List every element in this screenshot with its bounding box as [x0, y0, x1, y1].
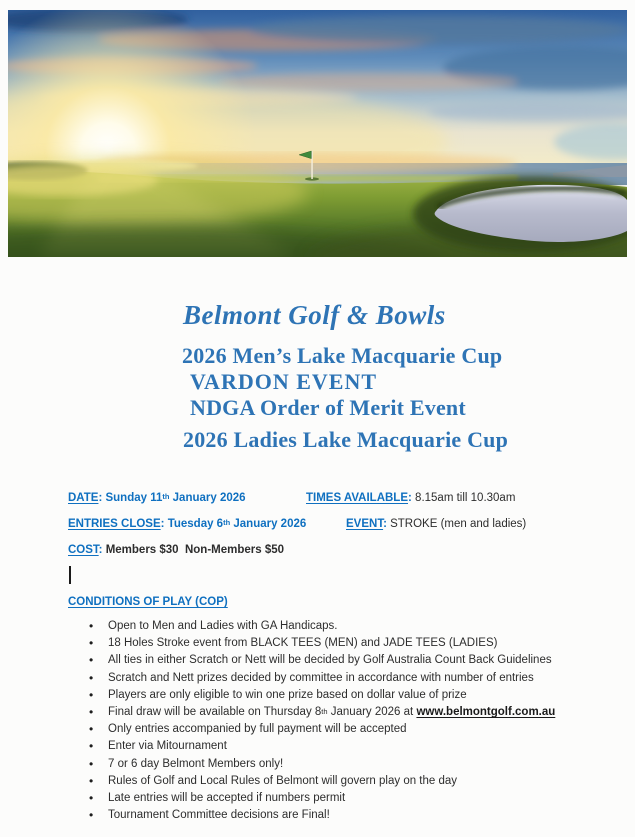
bullet-item: • Rules of Golf and Local Rules of Belmont will govern play on the day [89, 773, 624, 790]
conditions-of-play-heading: CONDITIONS OF PLAY (COP) [68, 596, 228, 608]
entries-close-value-rest: January 2026 [230, 518, 307, 530]
detail-row-cost [68, 543, 623, 558]
conditions-of-play-list [89, 618, 624, 824]
event-title-men-cup: 2026 Men’s Lake Macquarie Cup [182, 343, 503, 368]
cost-label: COST [68, 544, 99, 556]
entries-ordinal: th [223, 518, 231, 527]
bullet-item: • 18 Holes Stroke event from BLACK TEES (MEN) and JADE TEES (LADIES) [89, 635, 624, 652]
times-available-value: 8.15am till 10.30am [415, 492, 516, 504]
times-available-group [306, 491, 515, 505]
golf-course-illustration [8, 10, 627, 257]
times-separator: : [408, 492, 416, 504]
entries-close-value: Tuesday 6 [167, 518, 224, 530]
bullet-item: • Late entries will be accepted if numbers permit [89, 790, 624, 807]
entries-close-label: ENTRIES CLOSE [68, 518, 161, 530]
bullet-item: • Players are only eligible to win one prize based on dollar value of prize [89, 687, 624, 704]
bullet-item: • 7 or 6 day Belmont Members only! [89, 756, 624, 773]
final-draw-ordinal: th [321, 707, 328, 717]
times-available-label: TIMES AVAILABLE [306, 492, 409, 504]
bullet-item: • Enter via Mitournament [89, 738, 624, 755]
bullet-item-final-draw: • Final draw will be available on Thursday 8th January 2026 at www.belmontgolf.com.au [89, 704, 624, 721]
date-value: Sunday 11 [105, 492, 163, 504]
text-cursor [69, 566, 71, 584]
event-group [346, 517, 526, 531]
event-title-ndga: NDGA Order of Merit Event [190, 395, 466, 420]
club-title: Belmont Golf & Bowls [183, 300, 446, 330]
bullet-item: • Open to Men and Ladies with GA Handicaps. [89, 618, 624, 635]
entries-separator: : [160, 518, 168, 530]
bullet-item: • Only entries accompanied by full payment will be accepted [89, 721, 624, 738]
event-value: STROKE (men and ladies) [390, 518, 527, 530]
date-separator: : [98, 492, 106, 504]
detail-row-entries-event [68, 517, 623, 532]
bullet-item: • Tournament Committee decisions are Final! [89, 807, 624, 824]
event-title-ladies-cup: 2026 Ladies Lake Macquarie Cup [183, 427, 509, 452]
date-value-rest: January 2026 [169, 492, 246, 504]
belmontgolf-link[interactable]: www.belmontgolf.com.au [416, 706, 556, 719]
date-ordinal: th [162, 492, 170, 501]
event-title-vardon: VARDON EVENT [190, 369, 378, 394]
bullet-item: • All ties in either Scratch or Nett will be decided by Golf Australia Count Back Guidelines [89, 652, 624, 669]
cost-value: Members $30 Non-Members $50 [105, 544, 285, 556]
golf-course-photo [8, 10, 627, 257]
event-separator: : [383, 518, 391, 530]
date-label: DATE [68, 492, 99, 504]
event-label: EVENT [346, 518, 384, 530]
detail-row-date-times [68, 491, 623, 506]
bullet-item: • Scratch and Nett prizes decided by committee in accordance with number of entries [89, 670, 624, 687]
cost-separator: : [98, 544, 106, 556]
